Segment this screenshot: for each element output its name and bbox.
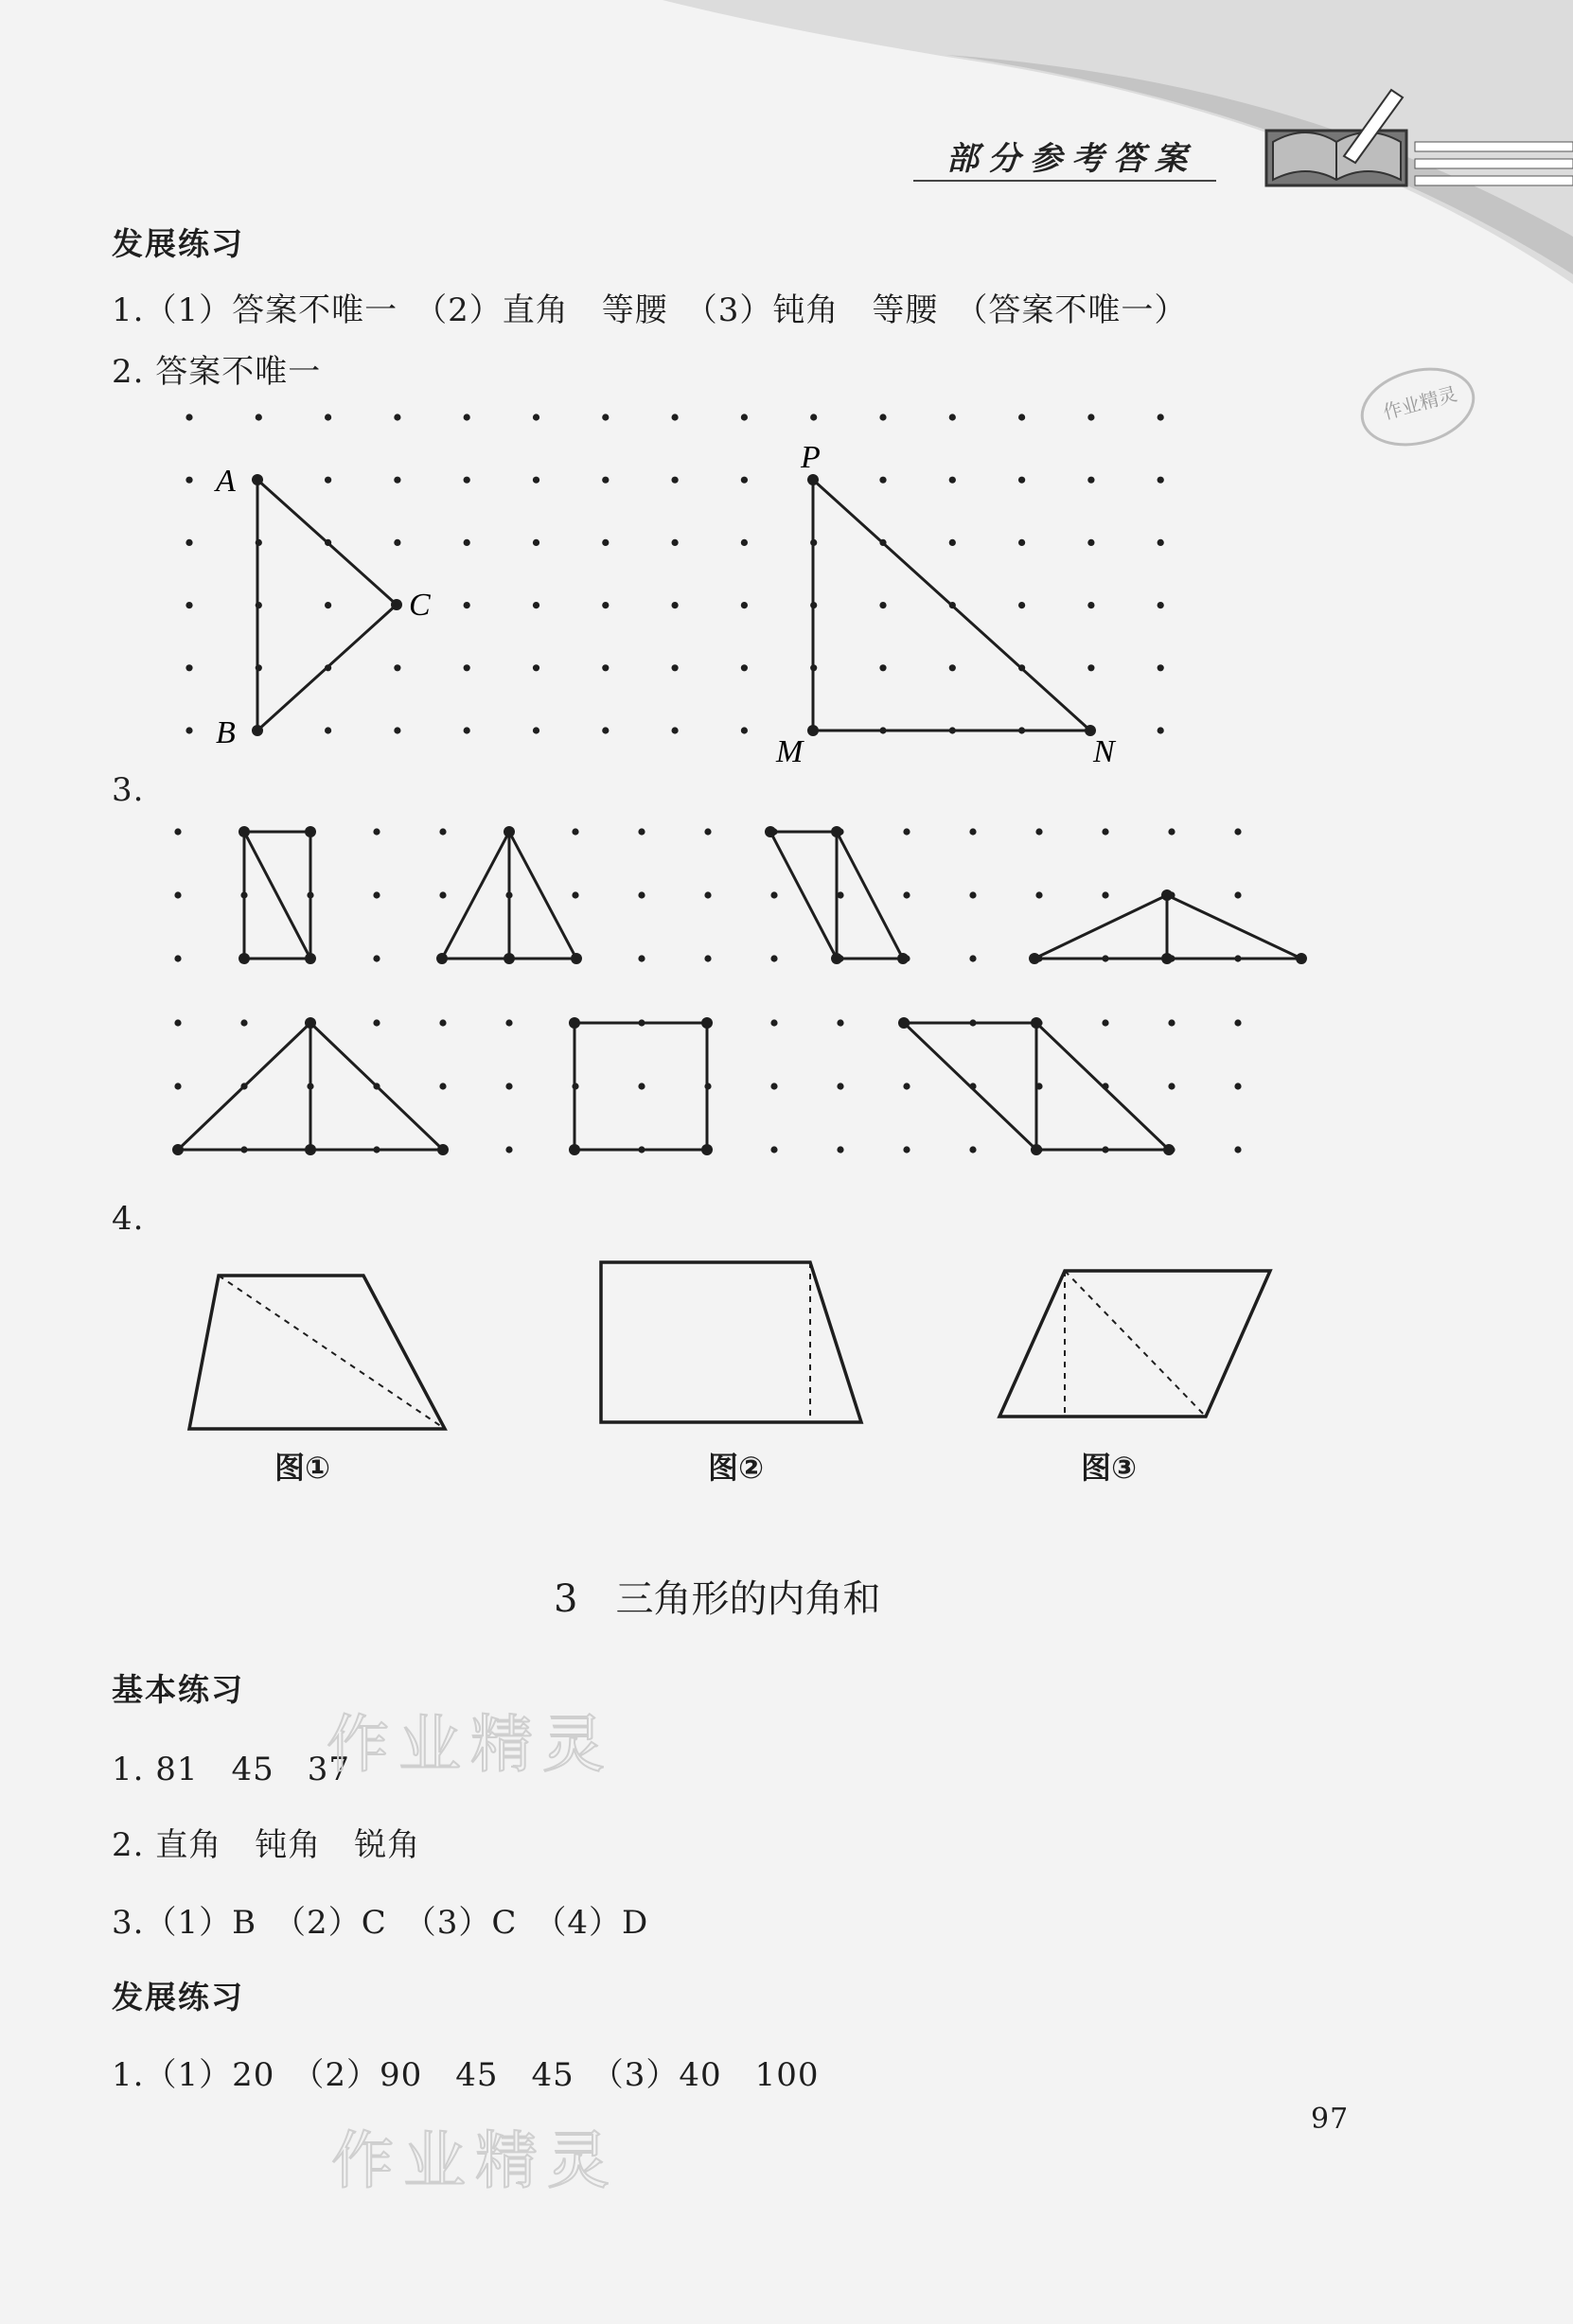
grid-dot [741,602,748,608]
grid-dot [1018,539,1025,546]
grid-dot [949,414,956,420]
grid-dot [533,727,539,733]
grid-dot [256,414,262,420]
grid-dot [879,477,886,484]
grid-dot [533,664,539,671]
q4-figure-3-parallelogram [999,1271,1270,1417]
grid-dot [1102,828,1108,835]
grid-dot [638,955,645,961]
grid-dot [879,414,886,420]
grid-dot [1168,1083,1175,1089]
page-number: 97 [1311,2103,1350,2136]
grid-dot [464,539,470,546]
grid-dot [325,414,331,420]
grid-dot [602,477,609,484]
grid-dot [949,477,956,484]
grid-dot [186,727,192,733]
grid-dot [704,955,711,961]
grid-dot [394,727,400,733]
develop2-q1: 1.（1）20 （2）90 45 45 （3）40 100 [112,2056,820,2094]
grid-dot [1158,664,1164,671]
caption-figure-1: 图① [274,1450,331,1486]
grid-dot [1234,1083,1241,1089]
grid-dot [1234,1019,1241,1026]
grid-dot [741,664,748,671]
grid-dot [1018,477,1025,484]
grid-dot [770,1146,777,1153]
watermark-2: 作业精灵 [331,2124,619,2197]
develop1-q4: 4. [112,1200,145,1238]
develop1-q2: 2. 答案不唯一 [112,353,322,391]
grid-dot [1035,891,1042,898]
q3-isosceles-split [442,832,576,959]
grid-dot [572,828,578,835]
grid-dot [1087,602,1094,608]
develop1-q1: 1.（1）答案不唯一 （2）直角 等腰 （3）钝角 等腰 （答案不唯一） [112,291,1188,329]
grid-dot [741,477,748,484]
grid-dot [949,539,956,546]
grid-dot [969,828,976,835]
grid-dot [1018,602,1025,608]
grid-dot [672,539,679,546]
grid-dot [505,1019,512,1026]
grid-dot [1234,828,1241,835]
q3-parallelogram-2 [904,1023,1169,1150]
label-m: M [776,734,804,769]
section-heading-develop-2: 发展练习 [112,1979,244,2016]
grid-dot [1234,891,1241,898]
watermark-1: 作业精灵 [327,1708,614,1781]
label-n: N [1093,734,1115,769]
grid-dot [1018,414,1025,420]
grid-dot [672,664,679,671]
grid-dot [837,1019,843,1026]
q3-rectangle-diagonal [244,832,310,959]
q4-figure-1-trapezoid [189,1276,445,1429]
grid-dot [464,602,470,608]
grid-dot [741,727,748,733]
grid-dot [1158,602,1164,608]
grid-dot [949,664,956,671]
grid-dot [741,414,748,420]
grid-dot [704,891,711,898]
grid-dot [638,828,645,835]
basic-q2: 2. 直角 钝角 锐角 [112,1826,421,1864]
grid-dot [394,539,400,546]
grid-dot [837,1083,843,1089]
label-c: C [409,588,431,623]
grid-dot [174,1083,181,1089]
grid-dot [969,1146,976,1153]
grid-dot [1087,414,1094,420]
grid-dot [439,1083,446,1089]
grid-dot [602,414,609,420]
q3-parallelogram [770,832,903,959]
grid-dot [1168,1019,1175,1026]
basic-q1: 1. 81 45 37 [112,1751,351,1788]
grid-dot [602,539,609,546]
grid-dot [903,1083,910,1089]
grid-dot [174,828,181,835]
chapter-title: 3 三角形的内角和 [554,1577,881,1621]
grid-dot [704,828,711,835]
header-title: 部分参考答案 [946,140,1196,178]
grid-dot [1158,414,1164,420]
section-heading-develop: 发展练习 [112,225,244,262]
grid-dot [672,477,679,484]
grid-dot [672,602,679,608]
grid-dot [1158,477,1164,484]
grid-dot [1035,828,1042,835]
grid-dot [1102,1019,1108,1026]
grid-dot [602,727,609,733]
grid-dot [533,602,539,608]
grid-dot [969,891,976,898]
grid-dot [1087,477,1094,484]
grid-dot [533,414,539,420]
grid-dot [439,891,446,898]
grid-dot [638,1083,645,1089]
grid-dot [464,477,470,484]
grid-dot [394,477,400,484]
grid-dot [672,727,679,733]
stamp-text: 作业精灵 [1380,382,1460,424]
q3-large-triangle [178,1023,443,1150]
grid-dot [741,539,748,546]
grid-dot [810,414,817,420]
grid-dot [373,955,380,961]
grid-dot [505,1146,512,1153]
grid-dot [439,1019,446,1026]
grid-dot [969,955,976,961]
grid-dot [1168,828,1175,835]
q4-figure-2-right-trapezoid [601,1262,861,1422]
grid-dot [1158,727,1164,733]
develop1-q3: 3. [112,771,145,809]
grid-dot [394,664,400,671]
grid-dot [638,891,645,898]
label-p: P [801,440,821,475]
grid-dot [174,891,181,898]
grid-dot [464,664,470,671]
grid-dot [394,414,400,420]
grid-dot [439,828,446,835]
grid-dot [1087,539,1094,546]
grid-dot [879,602,886,608]
grid-dot [879,664,886,671]
grid-dot [770,1083,777,1089]
grid-dot [505,1083,512,1089]
grid-dot [533,477,539,484]
grid-dot [186,664,192,671]
grid-dot [903,828,910,835]
grid-dot [903,1146,910,1153]
grid-dot [770,891,777,898]
grid-dot [533,539,539,546]
triangle-pmn [813,480,1090,731]
q3-wide-triangle [1034,895,1301,959]
caption-figure-2: 图② [708,1450,765,1486]
grid-dot [602,602,609,608]
grid-dot [1234,1146,1241,1153]
grid-dot [602,664,609,671]
grid-dot [770,1019,777,1026]
grid-dot [464,414,470,420]
basic-q3: 3.（1）B （2）C （3）C （4）D [112,1904,649,1942]
grid-dot [186,602,192,608]
grid-dot [672,414,679,420]
section-heading-basic: 基本练习 [112,1671,244,1708]
grid-dot [903,891,910,898]
label-a: A [216,464,236,499]
caption-figure-3: 图③ [1081,1450,1138,1486]
grid-dot [770,955,777,961]
grid-dot [1087,664,1094,671]
grid-dot [837,1146,843,1153]
grid-dot [174,955,181,961]
grid-dot [325,727,331,733]
grid-dot [373,1019,380,1026]
grid-dot [325,602,331,608]
q2-dot-grid [186,414,1163,733]
grid-dot [572,891,578,898]
grid-dot [373,891,380,898]
grid-dot [186,414,192,420]
grid-dot [174,1019,181,1026]
label-b: B [216,715,236,750]
grid-dot [186,539,192,546]
grid-dot [1158,539,1164,546]
grid-dot [373,828,380,835]
grid-dot [1102,891,1108,898]
grid-dot [240,1019,247,1026]
grid-dot [325,477,331,484]
grid-dot [186,477,192,484]
grid-dot [464,727,470,733]
